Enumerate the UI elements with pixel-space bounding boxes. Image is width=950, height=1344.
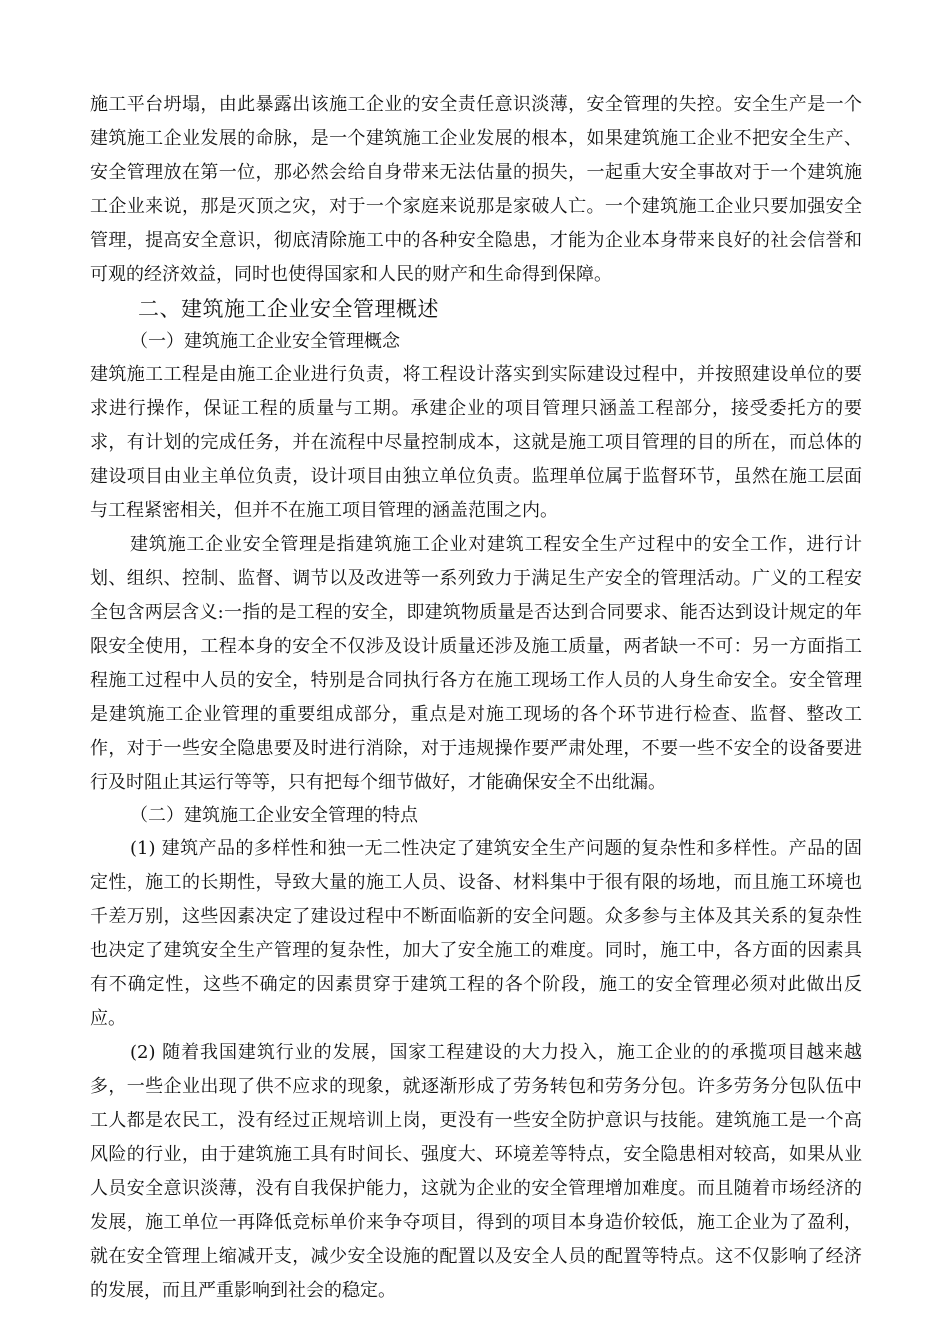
paragraph-feature-2: (2) 随着我国建筑行业的发展，国家工程建设的大力投入，施工企业的的承揽项目越来越多，一些企业出现了供不应求的现象，就逐渐形成了劳务转包和劳务分包。许多劳务分包队伍中工人都是农民工，没有经过正规培训上岗，更没有一些安全防护意识与技能。建筑施工是一个高风险的行业，由于建筑施工具有时间长、强度大、环境差等特点，安全隐患相对较高，如果从业人员安全意识淡薄，没有自我保护能力，这就为企业的安全管理增加难度。而且随着市场经济的发展，施工单位一再降低竞标单价来争夺项目，得到的项目本身造价较低，施工企业为了盈利，就在安全管理上缩减开支，减少安全设施的配置以及安全人员的配置等特点。这不仅影响了经济的发展，而且严重影响到社会的稳定。 xyxy=(90,1042,862,1301)
subsection-heading-features: （二）建筑施工企业安全管理的特点 xyxy=(130,805,418,826)
paragraph-intro: 施工平台坍塌，由此暴露出该施工企业的安全责任意识淡薄，安全管理的失控。安全生产是一个建筑施工企业发展的命脉，是一个建筑施工企业发展的根本，如果建筑施工企业不把安全生产、安全管理放在第一位，那必然会给自身带来无法估量的损失，一起重大安全事故对于一个建筑施工企业来说，那是灭顶之灾，对于一个家庭来说那是家破人亡。一个建筑施工企业只要加强安全管理，提高安全意识，彻底清除施工中的各种安全隐患，才能为企业本身带来良好的社会信誉和可观的经济效益，同时也使得国家和人民的财产和生命得到保障。 xyxy=(90,94,862,285)
document-page xyxy=(90,88,862,1308)
subsection-heading-concept: （一）建筑施工企业安全管理概念 xyxy=(130,331,400,352)
section-heading: 二、建筑施工企业安全管理概述 xyxy=(138,297,439,321)
paragraph-definition: 建筑施工企业安全管理是指建筑施工企业对建筑工程安全生产过程中的安全工作，进行计划、组织、控制、监督、调节以及改进等一系列致力于满足生产安全的管理活动。广义的工程安全包含两层含义:一指的是工程的安全，即建筑物质量是否达到合同要求、能否达到设计规定的年限安全使用，工程本身的安全不仅涉及设计质量还涉及施工质量，两者缺一不可：另一方面指工程施工过程中人员的安全，特别是合同执行各方在施工现场工作人员的人身生命安全。安全管理是建筑施工企业管理的重要组成部分，重点是对施工现场的各个环节进行检查、监督、整改工作，对于一些安全隐患要及时进行消除，对于违规操作要严肃处理，不要一些不安全的设备要进行及时阻止其运行等等，只有把每个细节做好，才能确保安全不出纰漏。 xyxy=(90,534,862,793)
paragraph-feature-1: (1) 建筑产品的多样性和独一无二性决定了建筑安全生产问题的复杂性和多样性。产品的固定性，施工的长期性，导致大量的施工人员、设备、材料集中于很有限的场地，而且施工环境也千差万别，这些因素决定了建设过程中不断面临新的安全问题。众多参与主体及其关系的复杂性也决定了建筑安全生产管理的复杂性，加大了安全施工的难度。同时，施工中，各方面的因素具有不确定性，这些不确定的因素贯穿于建筑工程的各个阶段，施工的安全管理必须对此做出反应。 xyxy=(90,838,862,1029)
paragraph-concept: 建筑施工工程是由施工企业进行负责，将工程设计落实到实际建设过程中，并按照建设单位的要求进行操作，保证工程的质量与工期。承建企业的项目管理只涵盖工程部分，接受委托方的要求，有计划的完成任务，并在流程中尽量控制成本，这就是施工项目管理的目的所在，而总体的建设项目由业主单位负责，设计项目由独立单位负责。监理单位属于监督环节，虽然在施工层面与工程紧密相关，但并不在施工项目管理的涵盖范围之内。 xyxy=(90,364,862,521)
